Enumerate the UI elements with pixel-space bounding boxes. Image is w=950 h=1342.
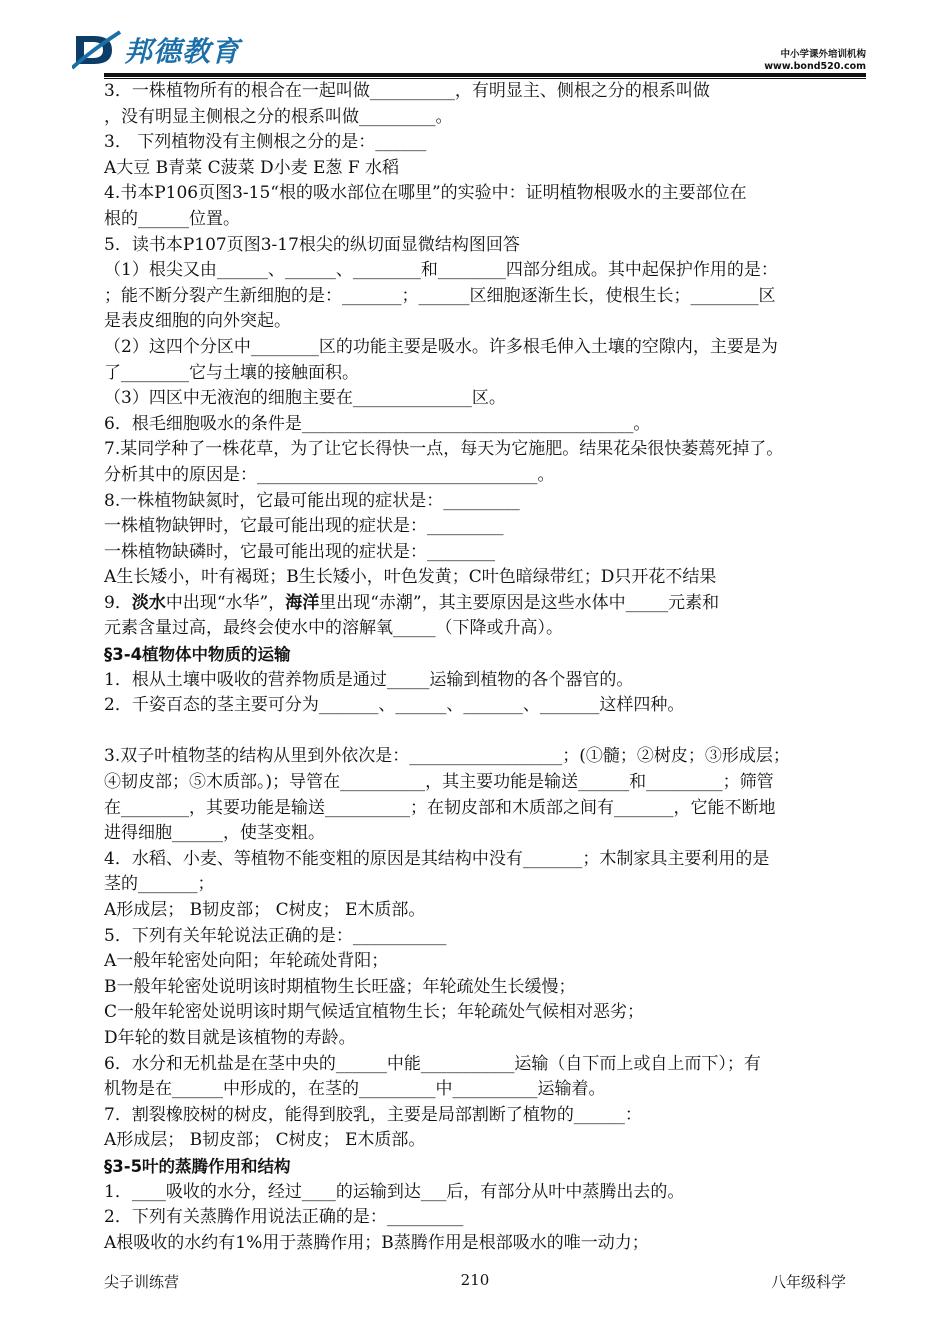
text-line: 在________，其要功能是输送__________；在韧皮部和木质部之间有_______，它能不断地: [104, 797, 776, 818]
text-line: A形成层； B韧皮部； C树皮； E木质部。: [104, 1130, 426, 1151]
text-line: A生长矮小，叶有褐斑；B生长矮小，叶色发黄；C叶色暗绿带红；D只开花不结果: [104, 567, 717, 588]
text-line: 3.双子叶植物茎的结构从里到外依次是：__________________；(①髓；②树皮；③形成层；: [104, 746, 790, 767]
text-line: 机物是在______中形成的，在茎的_________中__________运输着。: [104, 1079, 606, 1100]
text-line: 5．下列有关年轮说法正确的是：___________: [104, 925, 447, 946]
org-info: [764, 49, 866, 73]
text-line: 7．割裂橡胶树的树皮，能得到胶乳，主要是局部割断了植物的______：: [104, 1104, 642, 1125]
logo-text: 邦德教育: [124, 35, 241, 68]
text-line: D年轮的数目就是该植物的寿龄。: [104, 1027, 356, 1048]
text-line: 6．根毛细胞吸水的条件是_______________________________________。: [104, 413, 651, 434]
text-line: （1）根尖又由______、______、________和________四部分组成。其中起保护作用的是：: [104, 260, 778, 281]
text-line: 了________它与土壤的接触面积。: [104, 362, 359, 383]
bold-term: 淡水: [131, 592, 166, 613]
text-line: ④韧皮部；⑤木质部。)；导管在__________，其主要功能是输送______和_________；筛管: [104, 772, 774, 793]
text-line: A根吸收的水约有1%用于蒸腾作用；B蒸腾作用是根部吸水的唯一动力；: [104, 1232, 649, 1253]
bold-term: 海洋: [285, 592, 320, 613]
question-9: [104, 591, 854, 617]
text-line: 4．水稻、小麦、等植物不能变粗的原因是其结构中没有_______；木制家具主要利用的是: [104, 848, 770, 869]
header-rule: [104, 73, 866, 77]
text-line: 7.某同学种了一株花草，为了让它长得快一点，每天为它施肥。结果花朵很快萎蔫死掉了。: [104, 439, 784, 460]
text-line: 分析其中的原因是：_________________________________。: [104, 464, 555, 485]
org-url: www.bond520.com: [764, 61, 866, 72]
page-header: [0, 0, 950, 80]
blank-line: [104, 719, 854, 745]
text-line: 一株植物缺钾时，它最可能出现的症状是：_________: [104, 516, 504, 537]
text-line: A大豆 B青菜 C菠菜 D小麦 E葱 F 水稻: [104, 157, 400, 178]
text-line: 根的______位置。: [104, 208, 240, 229]
worksheet-body: [104, 79, 854, 1256]
text-line: 2．千姿百态的茎主要可分为_______、______、_______、_______这样四种。: [104, 695, 685, 716]
text-line: C一般年轮密处说明该时期气候适宜植物生长；年轮疏处气候相对恶劣；: [104, 1002, 645, 1023]
text-line: 3． 下列植物没有主侧根之分的是：______: [104, 132, 427, 153]
text-line: 元素含量过高，最终会使水中的溶解氧_____（下降或升高）。: [104, 618, 563, 639]
text-line: ，没有明显主侧根之分的根系叫做_________。: [104, 106, 453, 127]
text-line: 茎的_______；: [104, 874, 215, 895]
logo-mark-icon: [72, 30, 122, 70]
text-line: 2．下列有关蒸腾作用说法正确的是：_________: [104, 1207, 464, 1228]
section-heading: §3-5叶的蒸腾作用和结构: [104, 1156, 291, 1176]
text-line: 是表皮细胞的向外突起。: [104, 311, 291, 332]
org-name: 中小学课外培训机构: [780, 49, 866, 60]
logo: [72, 30, 240, 70]
text-line: 一株植物缺磷时，它最可能出现的症状是：________: [104, 541, 495, 562]
footer-left: 尖子训练营: [104, 1273, 180, 1291]
text-line: 8.一株植物缺氮时，它最可能出现的症状是：_________: [104, 490, 520, 511]
page-number: 210: [460, 1271, 490, 1289]
section-heading: §3-4植物体中物质的运输: [104, 645, 291, 665]
text-line: A一般年轮密处向阳；年轮疏处背阳；: [104, 951, 389, 972]
text-line: 进得细胞______，使茎变粗。: [104, 823, 325, 844]
text-span: 里出现“赤潮”，其主要原因是这些水体中_____元素和: [319, 592, 720, 613]
text-line: 4.书本P106页图3-15“根的吸水部位在哪里”的实验中：证明植物根吸水的主要部位在: [104, 183, 747, 204]
footer-right: 八年级科学: [770, 1273, 846, 1291]
text-span: 9．: [104, 592, 132, 613]
text-line: ；能不断分裂产生新细胞的是：_______；______区细胞逐渐生长，使根生长；________区: [104, 285, 776, 306]
text-line: B一般年轮密处说明该时期植物生长旺盛；年轮疏处生长缓慢；: [104, 976, 576, 997]
text-line: 3．一株植物所有的根合在一起叫做__________，有明显主、侧根之分的根系叫做: [104, 81, 710, 101]
text-line: 1．____吸收的水分，经过____的运输到达___后，有部分从叶中蒸腾出去的。: [104, 1181, 685, 1202]
text-line: （3）四区中无液泡的细胞主要在______________区。: [104, 388, 506, 409]
text-line: 1．根从土壤中吸收的营养物质是通过_____运输到植物的各个器官的。: [104, 669, 634, 690]
text-line: A形成层； B韧皮部； C树皮； E木质部。: [104, 900, 426, 920]
text-span: 中出现“水华”，: [165, 592, 286, 613]
text-line: （2）这四个分区中________区的功能主要是吸水。许多根毛伸入土壤的空隙内，主要是为: [104, 336, 778, 357]
text-line: 5．读书本P107页图3-17根尖的纵切面显微结构图回答: [104, 234, 520, 255]
text-line: 6．水分和无机盐是在茎中央的______中能___________运输（自下而上或自上而下）；有: [104, 1053, 761, 1074]
